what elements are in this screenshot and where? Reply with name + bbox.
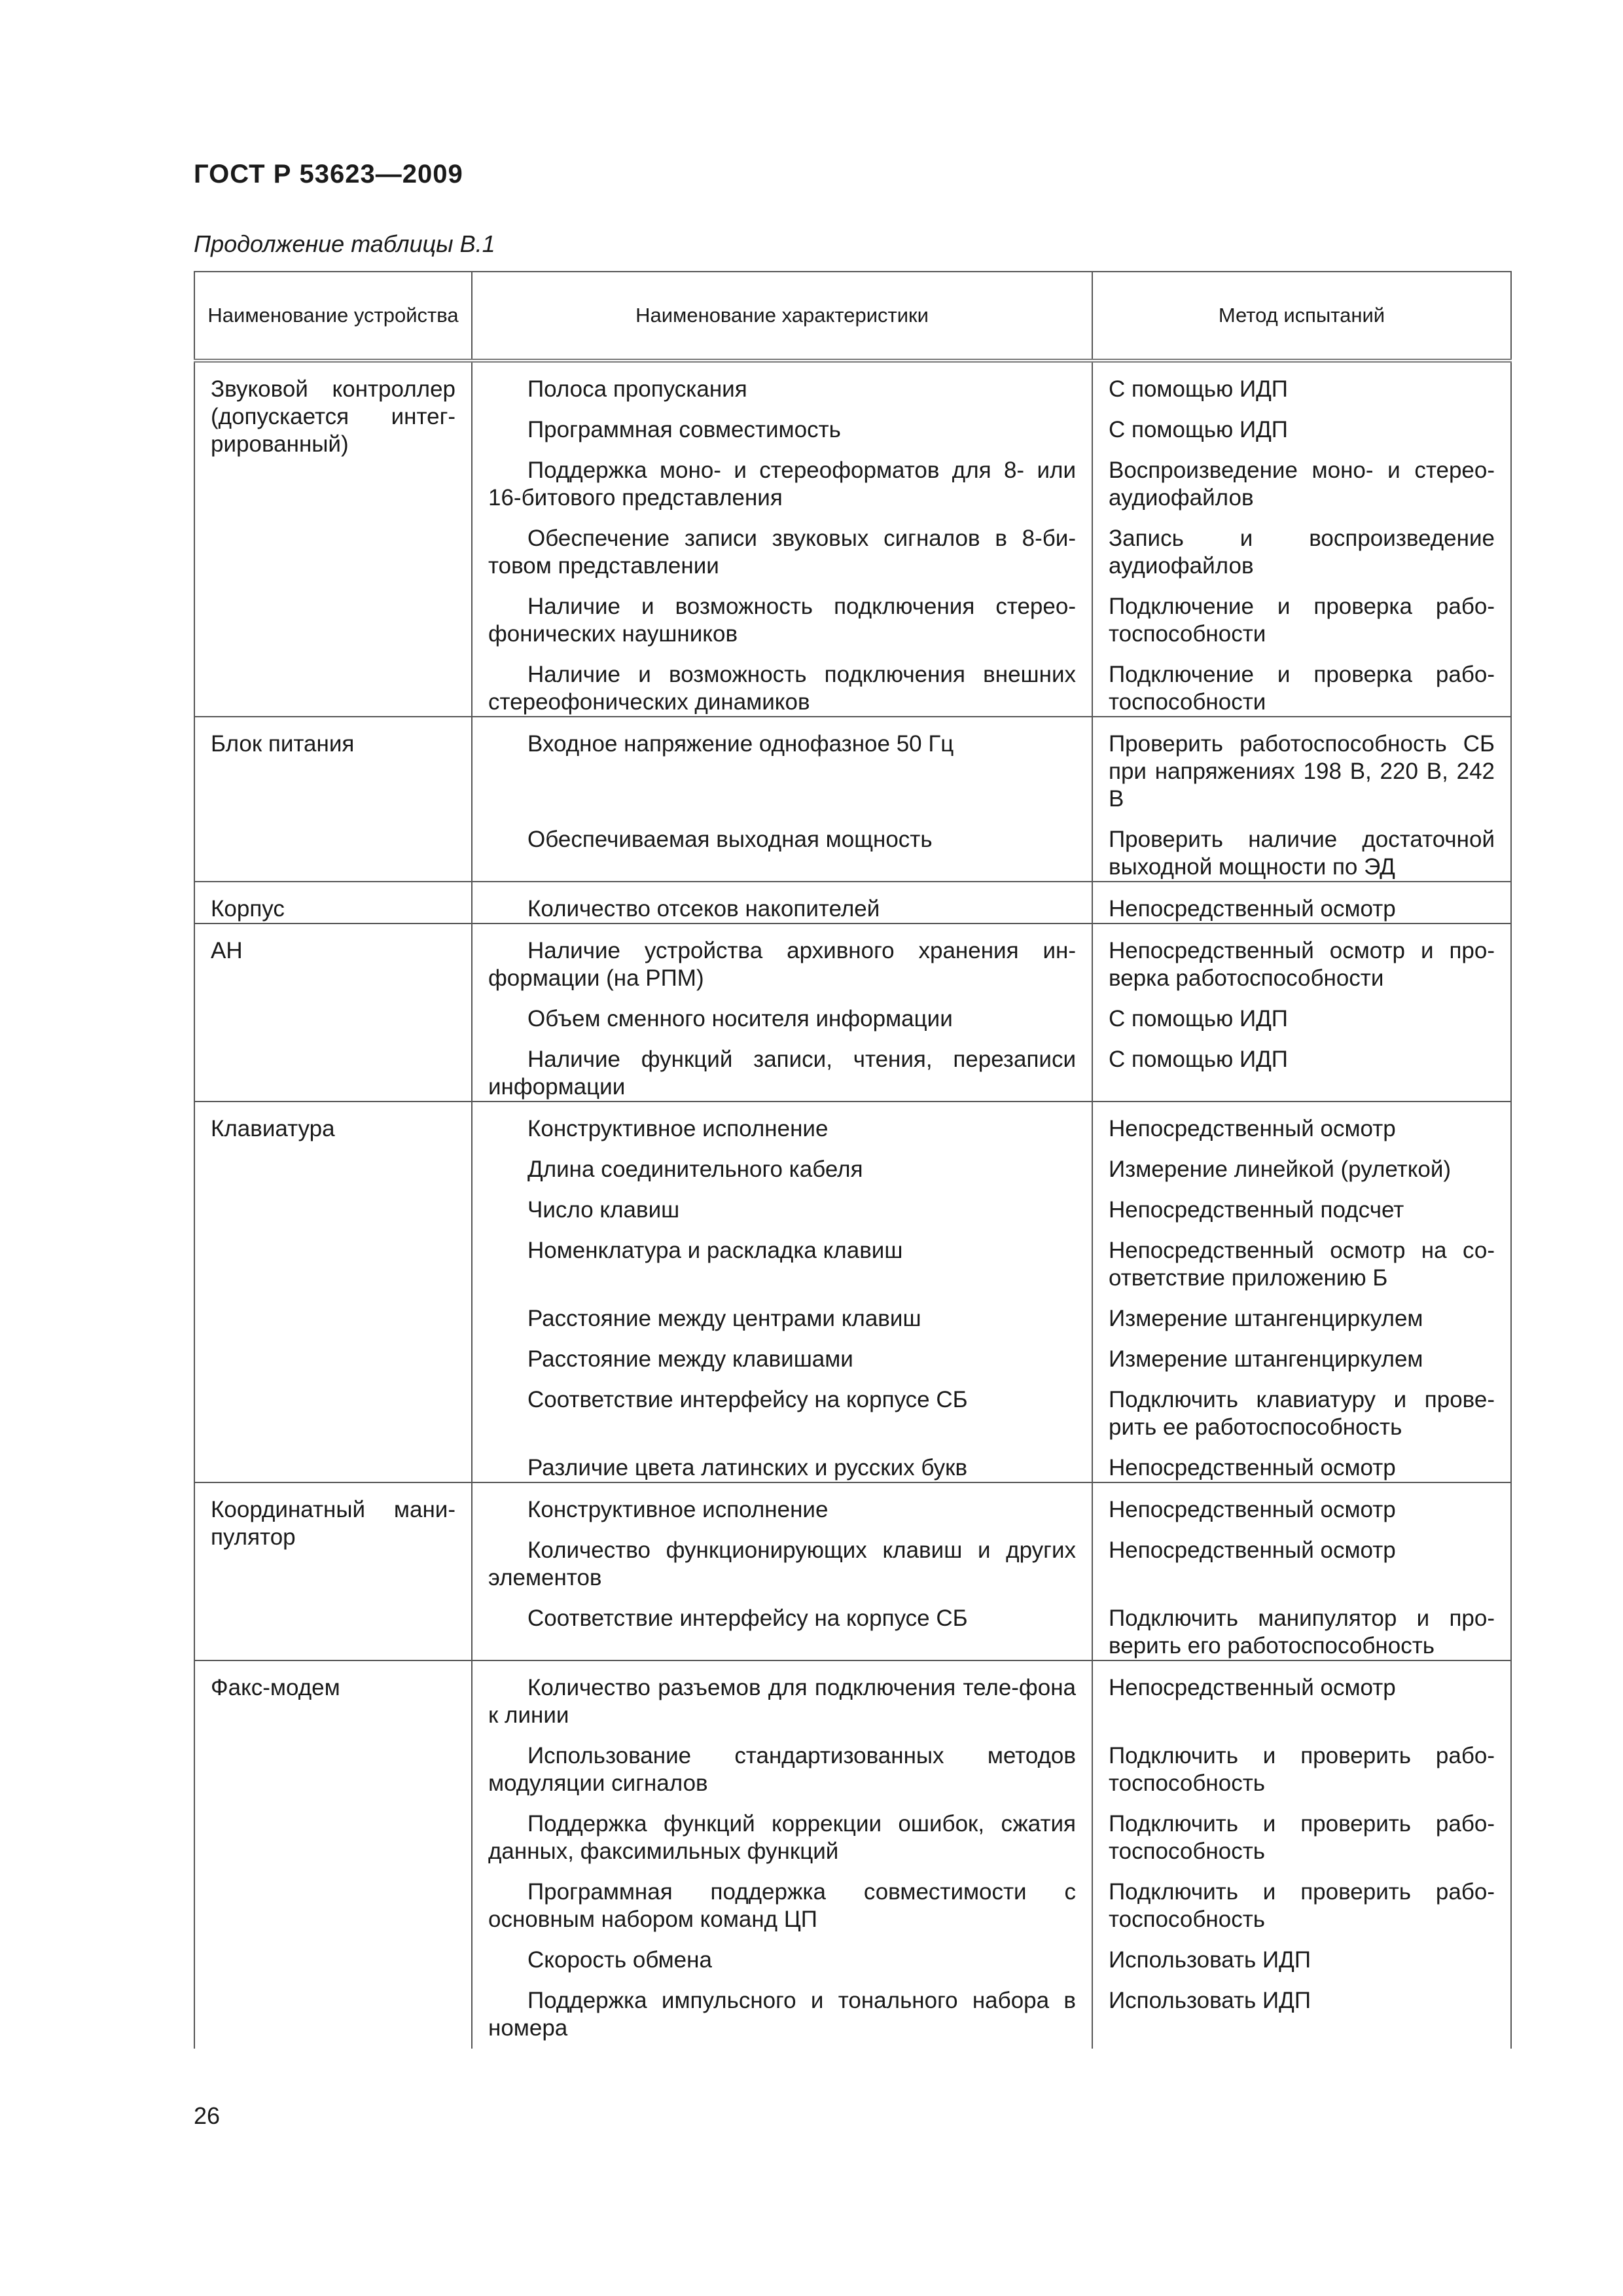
characteristic-cell: Обеспечиваемая выходная мощность [472, 813, 1092, 882]
test-method-cell: Подключение и проверка рабо-тоспособности [1092, 648, 1511, 717]
test-method-cell: Подключение и проверка рабо-тоспособности [1092, 580, 1511, 648]
test-method-cell: Непосредственный осмотр [1092, 1441, 1511, 1482]
characteristic-cell: Количество разъемов для подключения теле-фона к линии [472, 1660, 1092, 1729]
test-method-cell: Подключить и проверить рабо-тоспособность [1092, 1797, 1511, 1865]
characteristic-cell: Поддержка моно- и стереоформатов для 8- или 16-битового представления [472, 444, 1092, 512]
characteristic-cell: Длина соединительного кабеля [472, 1143, 1092, 1183]
characteristic-cell: Полоса пропускания [472, 361, 1092, 403]
table-row [194, 1660, 1511, 1729]
characteristic-cell: Расстояние между клавишами [472, 1333, 1092, 1373]
test-method-cell: С помощью ИДП [1092, 361, 1511, 403]
test-method-cell: Измерение линейкой (рулеткой) [1092, 1143, 1511, 1183]
characteristic-cell: Количество отсеков накопителей [472, 882, 1092, 924]
characteristic-cell: Входное напряжение однофазное 50 Гц [472, 717, 1092, 813]
device-name-cell: Факс-модем [194, 1660, 472, 2049]
characteristic-cell: Поддержка функций коррекции ошибок, сжатия данных, факсимильных функций [472, 1797, 1092, 1865]
characteristic-cell: Поддержка импульсного и тонального набора в номера [472, 1974, 1092, 2049]
table-caption: Продолжение таблицы В.1 [194, 230, 495, 257]
table-row [194, 924, 1511, 992]
characteristics-table [194, 271, 1512, 2049]
test-method-cell: С помощью ИДП [1092, 992, 1511, 1033]
table-row [194, 361, 1511, 403]
characteristic-cell: Наличие функций записи, чтения, перезаписи информации [472, 1033, 1092, 1102]
characteristic-cell: Объем сменного носителя информации [472, 992, 1092, 1033]
characteristic-cell: Программная совместимость [472, 403, 1092, 444]
characteristic-cell: Число клавиш [472, 1183, 1092, 1224]
characteristic-cell: Конструктивное исполнение [472, 1102, 1092, 1143]
table-row [194, 717, 1511, 813]
characteristic-cell: Количество функционирующих клавиш и других элементов [472, 1524, 1092, 1592]
column-header-characteristic: Наименование характеристики [472, 272, 1092, 361]
characteristic-cell: Конструктивное исполнение [472, 1482, 1092, 1524]
device-name-cell: Звуковой контроллер (допускается интег-рированный) [194, 361, 472, 717]
test-method-cell: Измерение штангенциркулем [1092, 1333, 1511, 1373]
test-method-cell: Непосредственный осмотр [1092, 1482, 1511, 1524]
test-method-cell: Воспроизведение моно- и стерео-аудиофайлов [1092, 444, 1511, 512]
test-method-cell: Непосредственный осмотр [1092, 1524, 1511, 1592]
test-method-cell: Непосредственный осмотр [1092, 1660, 1511, 1729]
test-method-cell: Непосредственный осмотр и про-верка работоспособности [1092, 924, 1511, 992]
table-row [194, 1102, 1511, 1143]
column-header-method: Метод испытаний [1092, 272, 1511, 361]
device-name-cell: Корпус [194, 882, 472, 924]
table-row [194, 1482, 1511, 1524]
device-name-cell: АН [194, 924, 472, 1102]
table-header-row [194, 272, 1511, 361]
test-method-cell: Использовать ИДП [1092, 1974, 1511, 2049]
document-code: ГОСТ Р 53623—2009 [194, 160, 463, 188]
test-method-cell: Использовать ИДП [1092, 1933, 1511, 1974]
test-method-cell: Проверить работоспособность СБ при напряжениях 198 В, 220 В, 242 В [1092, 717, 1511, 813]
characteristic-cell: Соответствие интерфейсу на корпусе СБ [472, 1373, 1092, 1441]
table-body [194, 361, 1511, 2049]
test-method-cell: Подключить и проверить рабо-тоспособность [1092, 1729, 1511, 1797]
characteristic-cell: Программная поддержка совместимости с основным набором команд ЦП [472, 1865, 1092, 1933]
test-method-cell: Непосредственный осмотр на со-ответствие приложению Б [1092, 1224, 1511, 1292]
device-name-cell: Клавиатура [194, 1102, 472, 1482]
test-method-cell: Проверить наличие достаточной выходной мощности по ЭД [1092, 813, 1511, 882]
test-method-cell: Подключить манипулятор и про-верить его работоспособность [1092, 1592, 1511, 1660]
characteristic-cell: Скорость обмена [472, 1933, 1092, 1974]
test-method-cell: С помощью ИДП [1092, 1033, 1511, 1102]
test-method-cell: Непосредственный осмотр [1092, 1102, 1511, 1143]
test-method-cell: Измерение штангенциркулем [1092, 1292, 1511, 1333]
device-name-cell: Координатный мани-пулятор [194, 1482, 472, 1660]
characteristic-cell: Расстояние между центрами клавиш [472, 1292, 1092, 1333]
characteristic-cell: Наличие и возможность подключения стерео-фонических наушников [472, 580, 1092, 648]
characteristic-cell: Наличие устройства архивного хранения ин-формации (на РПМ) [472, 924, 1092, 992]
page-number: 26 [194, 2102, 221, 2129]
test-method-cell: Непосредственный осмотр [1092, 882, 1511, 924]
test-method-cell: С помощью ИДП [1092, 403, 1511, 444]
characteristic-cell: Наличие и возможность подключения внешних стереофонических динамиков [472, 648, 1092, 717]
characteristic-cell: Соответствие интерфейсу на корпусе СБ [472, 1592, 1092, 1660]
test-method-cell: Подключить и проверить рабо-тоспособность [1092, 1865, 1511, 1933]
characteristic-cell: Различие цвета латинских и русских букв [472, 1441, 1092, 1482]
column-header-device: Наименование устройства [194, 272, 472, 361]
test-method-cell: Подключить клавиатуру и прове-рить ее работоспособность [1092, 1373, 1511, 1441]
test-method-cell: Непосредственный подсчет [1092, 1183, 1511, 1224]
characteristic-cell: Использование стандартизованных методов модуляции сигналов [472, 1729, 1092, 1797]
characteristic-cell: Обеспечение записи звуковых сигналов в 8-би-товом представлении [472, 512, 1092, 580]
device-name-cell: Блок питания [194, 717, 472, 882]
characteristic-cell: Номенклатура и раскладка клавиш [472, 1224, 1092, 1292]
test-method-cell: Запись и воспроизведение аудиофайлов [1092, 512, 1511, 580]
table-row [194, 882, 1511, 924]
